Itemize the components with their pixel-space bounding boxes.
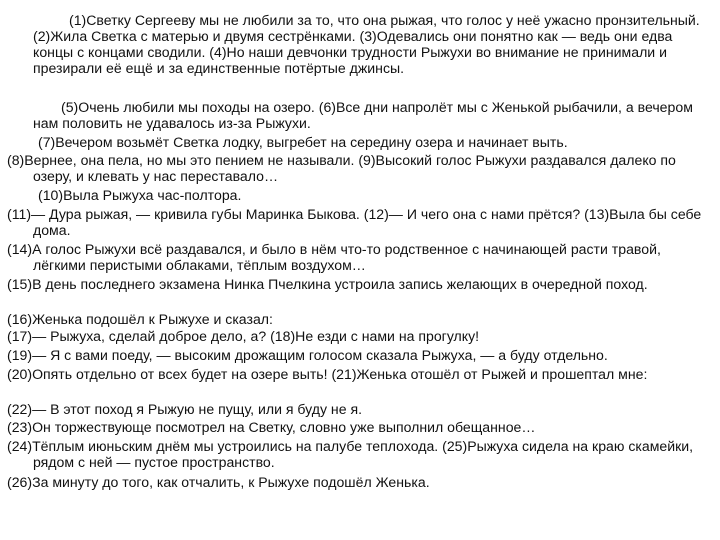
paragraph-13: (22)— В этот поход я Рыжую не пущу, или я буду не я. bbox=[7, 401, 363, 417]
paragraph-5: (10)Выла Рыжуха час-полтора. bbox=[38, 187, 242, 203]
paragraph-2: (5)Очень любили мы походы на озеро. (6)Все дни напролёт мы с Женькой рыбачили, а вечером нам половить не удавалось из-за Рыжухи. bbox=[33, 99, 693, 131]
paragraph-15: (24)Тёплым июньским днём мы устроились на палубе теплохода. (25)Рыжуха сидела на краю скамейки, рядом с ней — пустое пространство. bbox=[7, 438, 694, 470]
paragraph-12: (20)Опять отдельно от всех будет на озере выть! (21)Женька отошёл от Рыжей и прошептал мне: bbox=[7, 366, 648, 382]
paragraph-3: (7)Вечером возьмёт Светка лодку, выгребет на середину озера и начинает выть. bbox=[38, 134, 568, 150]
paragraph-7: (14)А голос Рыжухи всё раздавался, и было в нём что-то родственное с начинающей расти травой, лёгкими перистыми облаками, тёплым воздухом… bbox=[7, 241, 661, 273]
paragraph-16: (26)За минуту до того, как отчалить, к Рыжухе подошёл Женька. bbox=[7, 474, 430, 490]
paragraph-9: (16)Женька подошёл к Рыжухе и сказал: bbox=[7, 311, 273, 327]
paragraph-11: (19)— Я с вами поеду, — высоким дрожащим голосом сказала Рыжуха, — а буду отдельно. bbox=[7, 347, 608, 363]
paragraph-14: (23)Он торжествующе посмотрел на Светку, словно уже выполнил обещанное… bbox=[7, 419, 536, 435]
paragraph-10: (17)— Рыжуха, сделай доброе дело, а? (18)Не езди с нами на прогулку! bbox=[7, 328, 480, 344]
paragraph-8: (15)В день последнего экзамена Нинка Пчелкина устроила запись желающих в очередной поход. bbox=[7, 276, 648, 292]
paragraph-1: (1)Светку Сергееву мы не любили за то, что она рыжая, что голос у неё ужасно пронзительный. (2)Жила Светка с матерью и двумя сестрёнками. (3)Одевались они понятно как — ведь они едва концы с концами сводили. (4)Но наши девчонки трудности Рыжухи во внимание не принимали и презирали её ещё и за единственные потёртые джинсы. bbox=[33, 12, 700, 76]
paragraph-4: (8)Вернее, она пела, но мы это пением не называли. (9)Высокий голос Рыжухи раздавался далеко по озеру, и клевать у нас переставало… bbox=[7, 152, 676, 184]
paragraph-6: (11)— Дура рыжая, — кривила губы Маринка Быкова. (12)— И чего она с нами прётся? (13)Выла бы себе дома. bbox=[7, 206, 702, 238]
